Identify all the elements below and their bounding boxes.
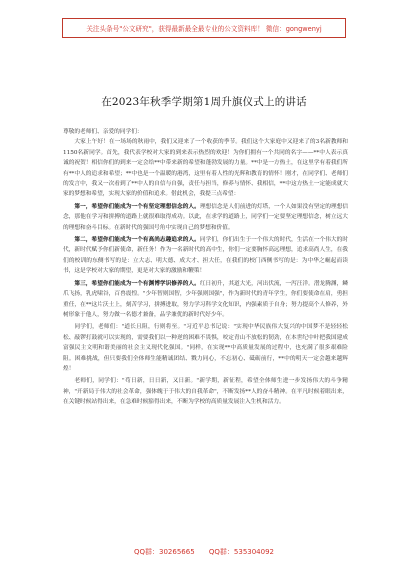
qq-group-1: QQ群：30265665 bbox=[134, 548, 195, 556]
paragraph: 同学们，老师们："道长且阻，行则将至。"习近平总书记说："实现中华民族伟大复兴的中国梦不是轻轻松松、敲锣打鼓就可以实现的，需要我们以一种逆的困难不畏惧，咬定青山不放松的韧劲，在本世纪中叶把我国建成富强民主文明和谐美丽的社会主义现代化强国。"同样，在实现**中高质量发展的过程中，也充满了很多艰难险阻。困难挑战，但只要我们全体师生能精诚团结、戮力同心，不忘初心、砥砺前行，**中的明天一定会越来越辉煌！ bbox=[63, 324, 348, 372]
paragraph: 第三，希望你们能成为一个有渊博学识修养的人。红日初升，其道大光，河出伏流，一泻汪洋。潜龙腾渊，鳞爪飞扬，乳虎啸谷，百兽震惶。"少年智则国智，少年强则国强"，作为新时代的青年学生，你们要使命在肩，勇担重任，在**这片沃土上，刻苦学习，拼搏进取，努力学习科学文化知识，内强素质于自身；努力提高个人修养，外树形象于他人，努力做一名德才兼备，品学兼优的新时代好少年。 bbox=[63, 280, 349, 318]
paragraph: 第二，希望你们能成为一个有高尚志趣追求的人。同学们，你们出生于一个伟大的时代，生活在一个伟大的时代，新时代赋予你们新使命，新任务！作为一名新时代的高中生，你们一定要胸怀高远理想，追求高尚人生，在我们的校训的东侧书写的是：立大志、明大德、成大才、担大任，在我们的校门西侧书写的是：为中华之崛起而读书，这是学校对大家的期望，更是对大家的激励和鞭策！ bbox=[63, 237, 349, 275]
speech-body bbox=[63, 127, 348, 408]
paragraph: 第一，希望你们能成为一个有坚定理想信念的人。理想信念是人们前进的灯塔，一个人如果没有坚定的理想信念，那他在学习和拼搏的道路上就很难取得成功。以此，在求学的道路上，同学们一定要坚定理想信念，树立远大的理想和奋斗目标。在新时代的强国号角中实现自己的梦想和价值。 bbox=[63, 203, 349, 231]
promo-banner: 关注头条号"公文研究"，获得最新最全最专业的公文资料库！ 微信：gongwenyj bbox=[62, 18, 346, 38]
paragraph: 老师们，同学们："苟日新，日日新，又日新。"新学期，新征程，希望全体师生进一步发扬伟大的斗争精神，"开新局于伟大的社会革命，强体魄于于伟大的自我革命"，不断发扬**人的奋斗精神。在平凡时候着眼出来，在关键时候站得出来，在急难时候豁得出来，不断为学校的高质量发展注入生机和活力。 bbox=[63, 378, 348, 406]
footer-contacts bbox=[0, 547, 408, 557]
page-title: 在2023年秋季学期第1周升旗仪式上的讲话 bbox=[101, 96, 307, 108]
paragraph: 大家上午好！在一场场的秋雨中，我们又迎来了一个收获的季节。我们这个大家庭中又迎来了的3名新教师和1150名新同学。首先，我代表学校对大家的到来表示热烈的欢迎！为你们拥有一个共同的名字——**中人表示真诚的祝贺！相信你们的到来一定会给**中带来新的希望和蓬勃发展的力量。**中是一方热土，在这里学有着我们所有**中人的追求和希望；**中也是一个温暖的港湾，这里有着人性的光辉和教育的情怀！刚才，在同学们、老师们的发言中，我又一次看到了**中人的自信与自强，责任与担当，修养与情怀、我相信，**中这方热土一定能成就大家的梦想和希望，实现大家的价值和追求。借此机会，我提三点希望： bbox=[63, 139, 348, 198]
qq-group-2: QQ群：535304092 bbox=[208, 548, 274, 556]
greeting-line: 尊敬的老师们、亲爱的同学们： bbox=[63, 129, 143, 135]
